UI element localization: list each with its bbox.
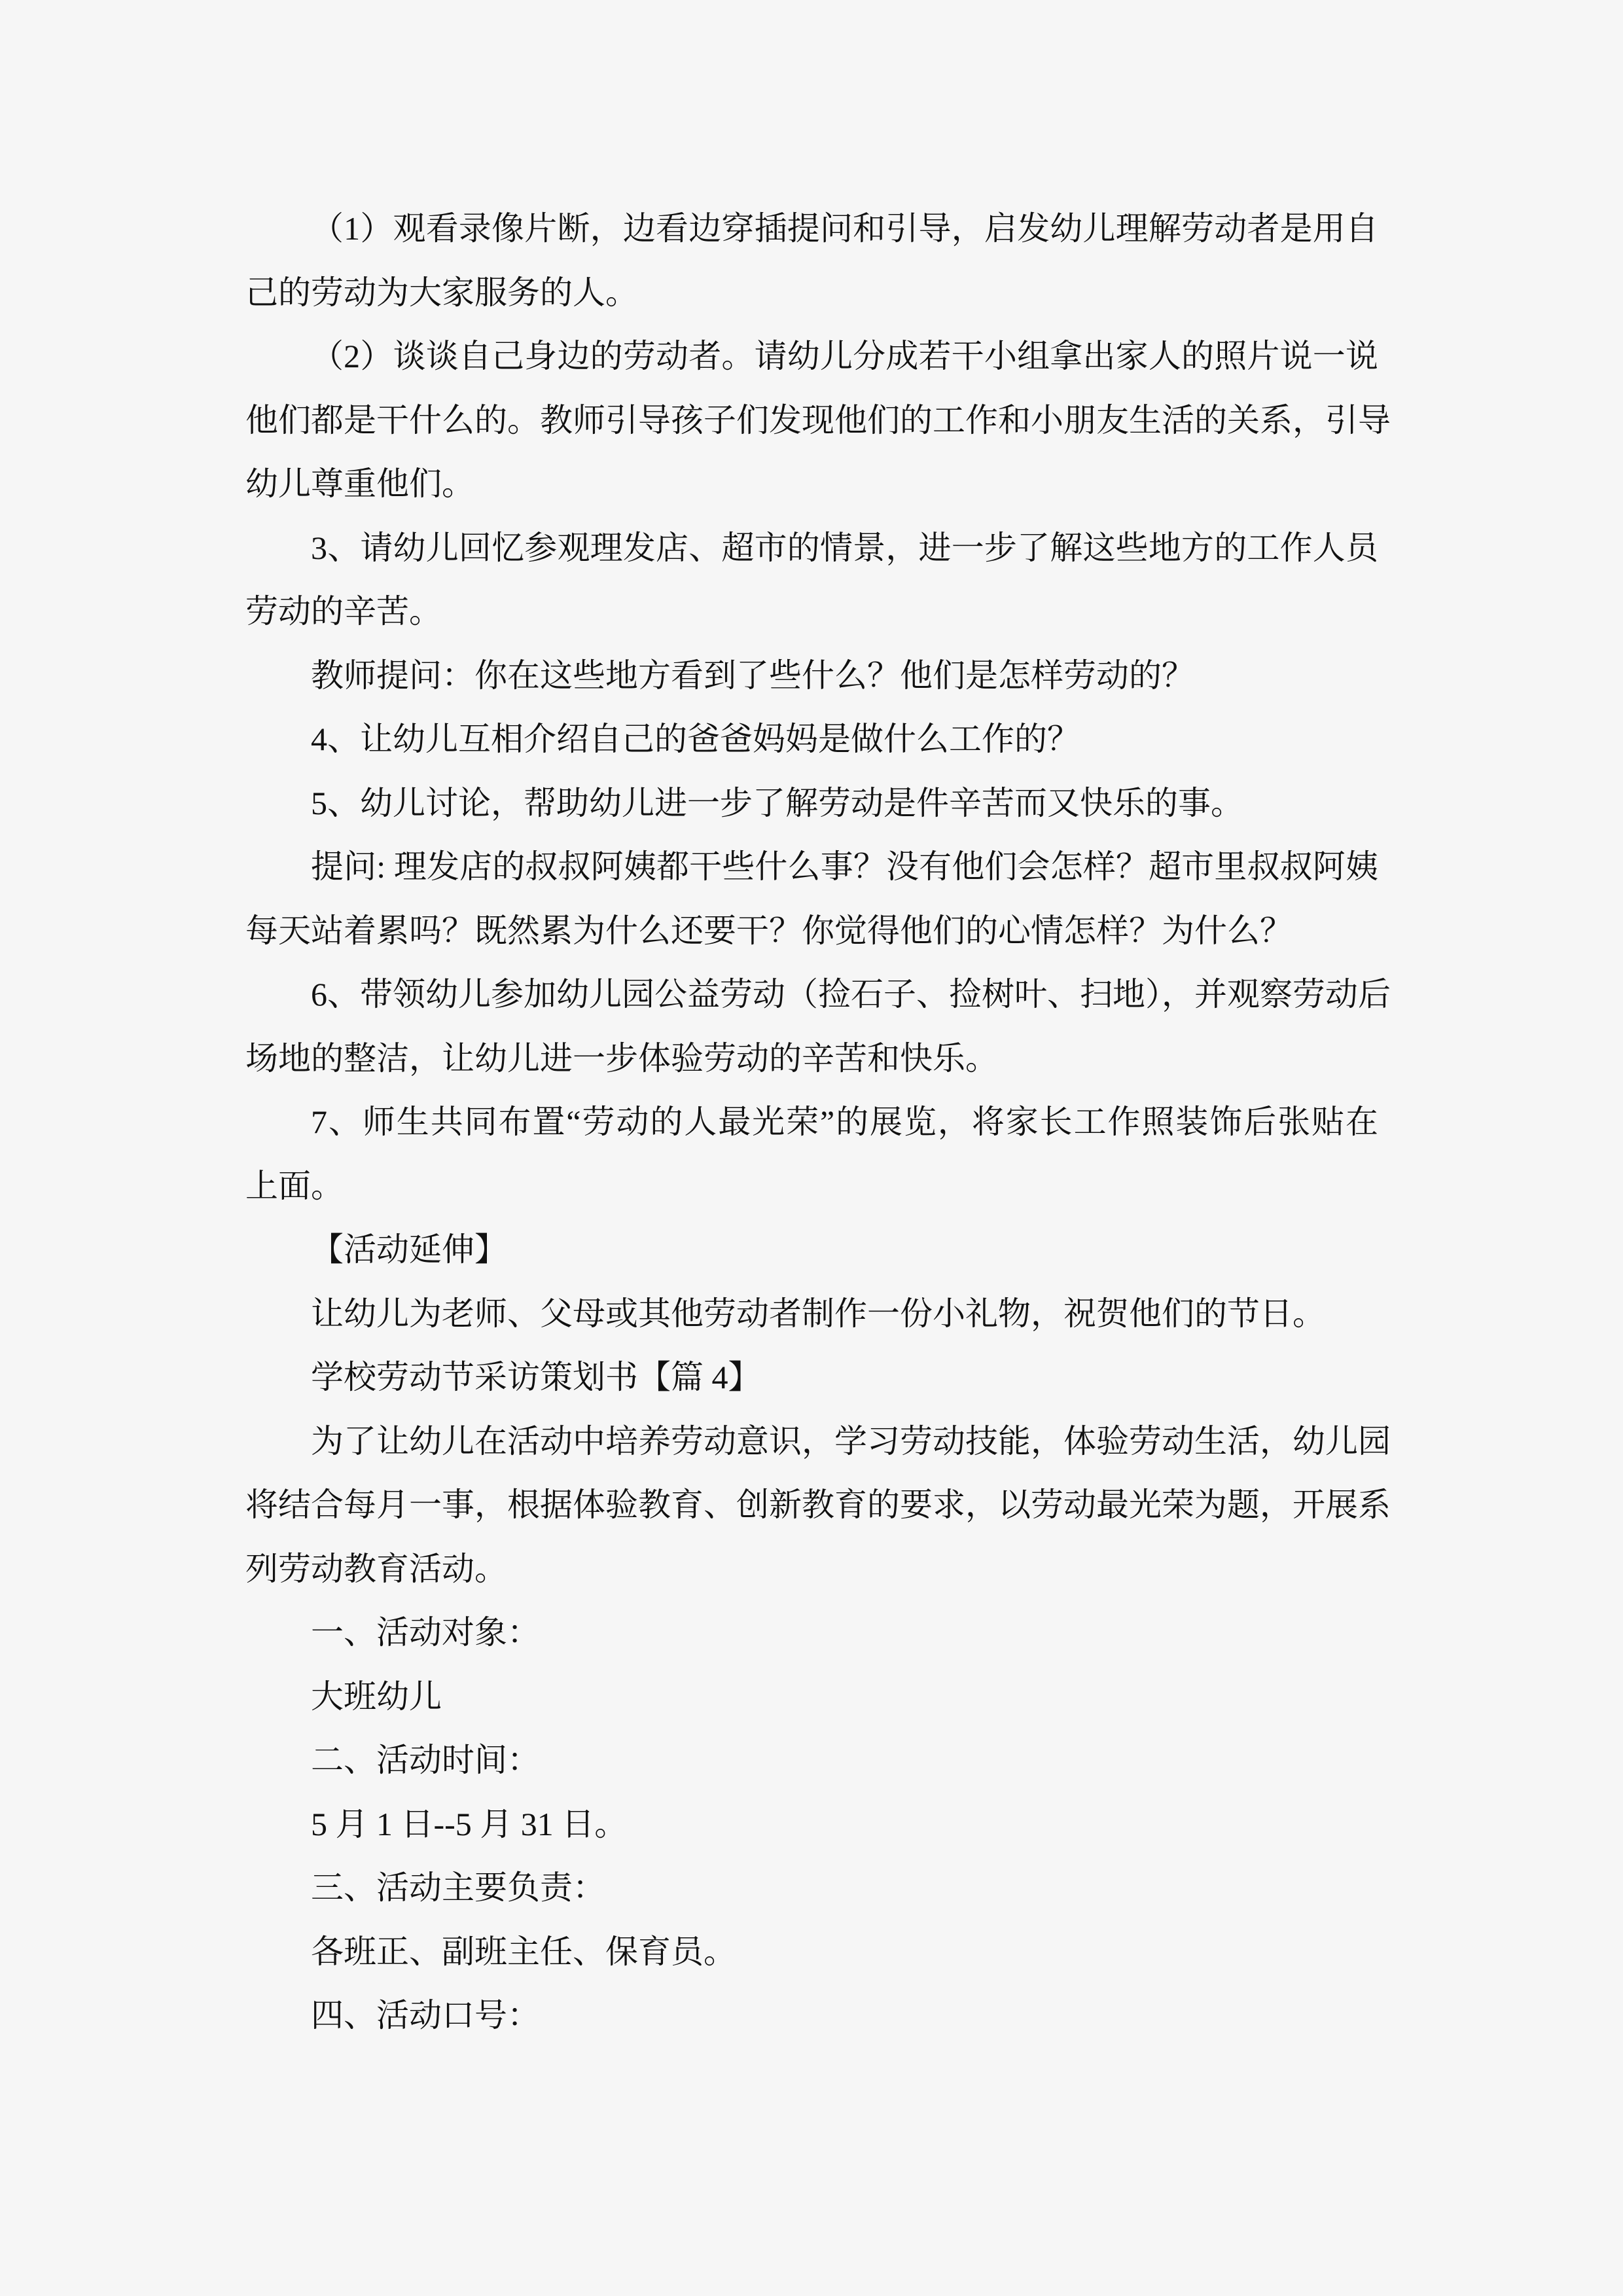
text-line: 大班幼儿 xyxy=(311,1677,442,1715)
text-line: 三、活动主要负责： xyxy=(311,1869,605,1906)
text-line: 学校劳动节采访策划书【篇 4】 xyxy=(311,1359,761,1395)
text-line: 为了让幼儿在活动中培养劳动意识，学习劳动技能，体验劳动生活，幼儿园 xyxy=(311,1422,1391,1460)
text-line: 提问: 理发店的叔叔阿姨都干些什么事？没有他们会怎样？超市里叔叔阿姨 xyxy=(311,848,1378,885)
text-line: （1）观看录像片断，边看边穿插提问和引导，启发幼儿理解劳动者是用自 xyxy=(311,210,1378,247)
text-line: 每天站着累吗？既然累为什么还要干？你觉得他们的心情怎样？为什么？ xyxy=(245,912,1293,949)
text-line: 他们都是干什么的。教师引导孩子们发现他们的工作和小朋友生活的关系，引导 xyxy=(245,401,1391,439)
text-line: 【活动延伸】 xyxy=(311,1231,507,1268)
text-line: 一、活动对象： xyxy=(311,1614,540,1651)
document-text-block xyxy=(245,197,1391,2048)
text-line: 四、活动口号： xyxy=(311,1997,540,2034)
text-line: 二、活动时间： xyxy=(311,1742,540,1778)
text-line: 幼儿尊重他们。 xyxy=(245,465,474,502)
text-line: 6、带领幼儿参加幼儿园公益劳动（捡石子、捡树叶、扫地），并观察劳动后 xyxy=(311,976,1391,1013)
text-line: 将结合每月一事，根据体验教育、创新教育的要求，以劳动最光荣为题，开展系 xyxy=(245,1486,1391,1523)
text-line: 上面。 xyxy=(245,1167,344,1204)
text-line: 5、幼儿讨论，帮助幼儿进一步了解劳动是件辛苦而又快乐的事。 xyxy=(311,784,1243,821)
text-line: 让幼儿为老师、父母或其他劳动者制作一份小礼物，祝贺他们的节日。 xyxy=(311,1295,1325,1332)
text-line: 场地的整洁，让幼儿进一步体验劳动的辛苦和快乐。 xyxy=(245,1039,998,1077)
text-line: 己的劳动为大家服务的人。 xyxy=(245,274,638,311)
text-line: 各班正、副班主任、保育员。 xyxy=(311,1933,736,1970)
text-line: 4、让幼儿互相介绍自己的爸爸妈妈是做什么工作的？ xyxy=(311,721,1080,757)
text-line: 教师提问：你在这些地方看到了些什么？他们是怎样劳动的？ xyxy=(311,656,1194,694)
text-line: 5 月 1 日--5 月 31 日。 xyxy=(311,1805,628,1842)
text-line: （2）谈谈自己身边的劳动者。请幼儿分成若干小组拿出家人的照片说一说 xyxy=(311,338,1378,374)
text-line: 7、师生共同布置“劳动的人最光荣”的展览，将家长工作照装饰后张贴在 xyxy=(311,1103,1378,1140)
text-line: 3、请幼儿回忆参观理发店、超市的情景，进一步了解这些地方的工作人员 xyxy=(311,529,1378,566)
text-line: 劳动的辛苦。 xyxy=(245,593,442,630)
text-line: 列劳动教育活动。 xyxy=(245,1550,507,1587)
